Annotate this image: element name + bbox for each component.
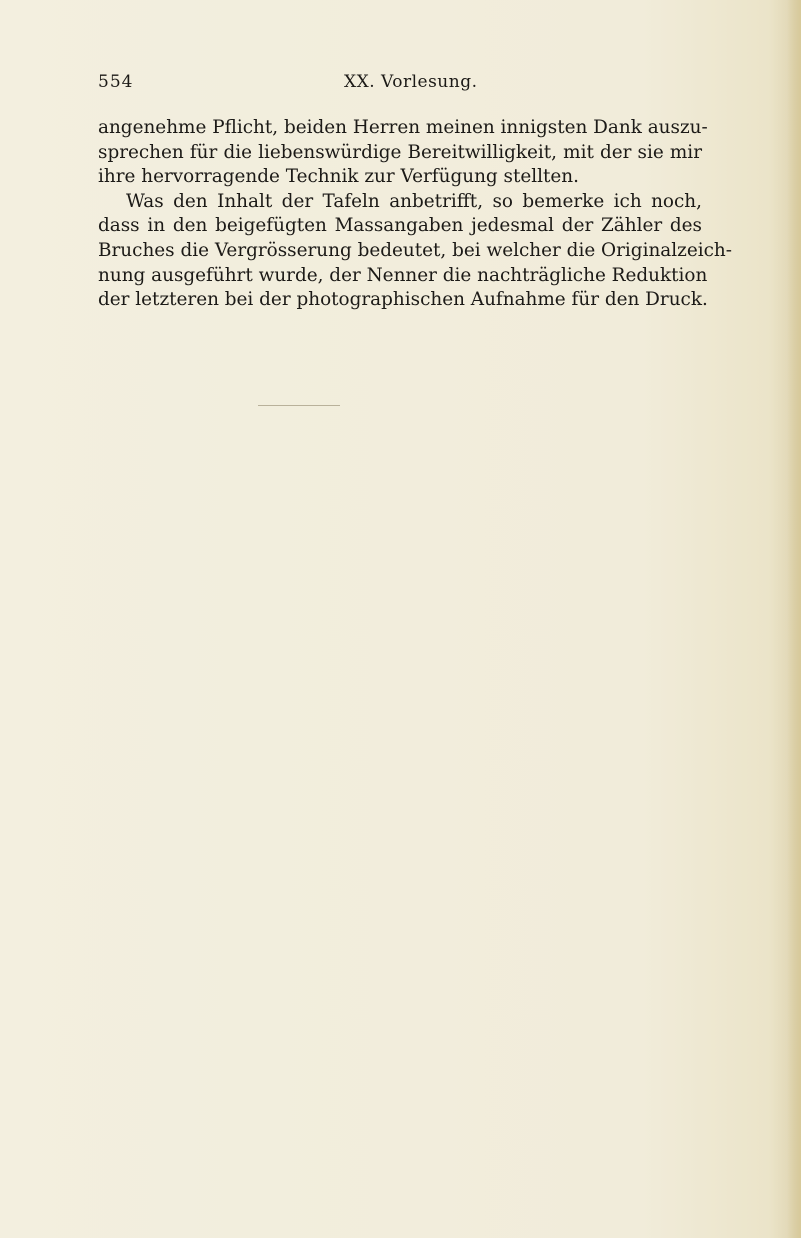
running-head: XX. Vorlesung. (344, 72, 478, 92)
text-line: angenehme Pflicht, beiden Herren meinen innigsten Dank auszu- (98, 117, 708, 138)
paragraph-2 (98, 190, 732, 313)
paragraph-1 (98, 116, 708, 190)
section-end-rule (258, 405, 340, 406)
text-line: Bruches die Vergrösserung bedeutet, bei welcher die Originalzeich- (98, 239, 732, 261)
text-line: dass in den beigefügten Massangaben jedesmal der Zähler des (98, 215, 702, 237)
text-line: Was den Inhalt der Tafeln anbetrifft, so bemerke ich noch, (126, 190, 702, 212)
page-edge-shading (787, 0, 801, 1238)
text-line: ihre hervorragende Technik zur Verfügung stellten. (98, 166, 579, 188)
text-line: nung ausgeführt wurde, der Nenner die nachträgliche Reduktion (98, 264, 708, 286)
page-number: 554 (98, 72, 134, 92)
page-header (98, 72, 700, 96)
text-line: sprechen für die liebenswürdige Bereitwilligkeit, mit der sie mir (98, 141, 702, 163)
text-line: der letzteren bei der photographischen Aufnahme für den Druck. (98, 289, 708, 311)
body-text (98, 116, 732, 313)
